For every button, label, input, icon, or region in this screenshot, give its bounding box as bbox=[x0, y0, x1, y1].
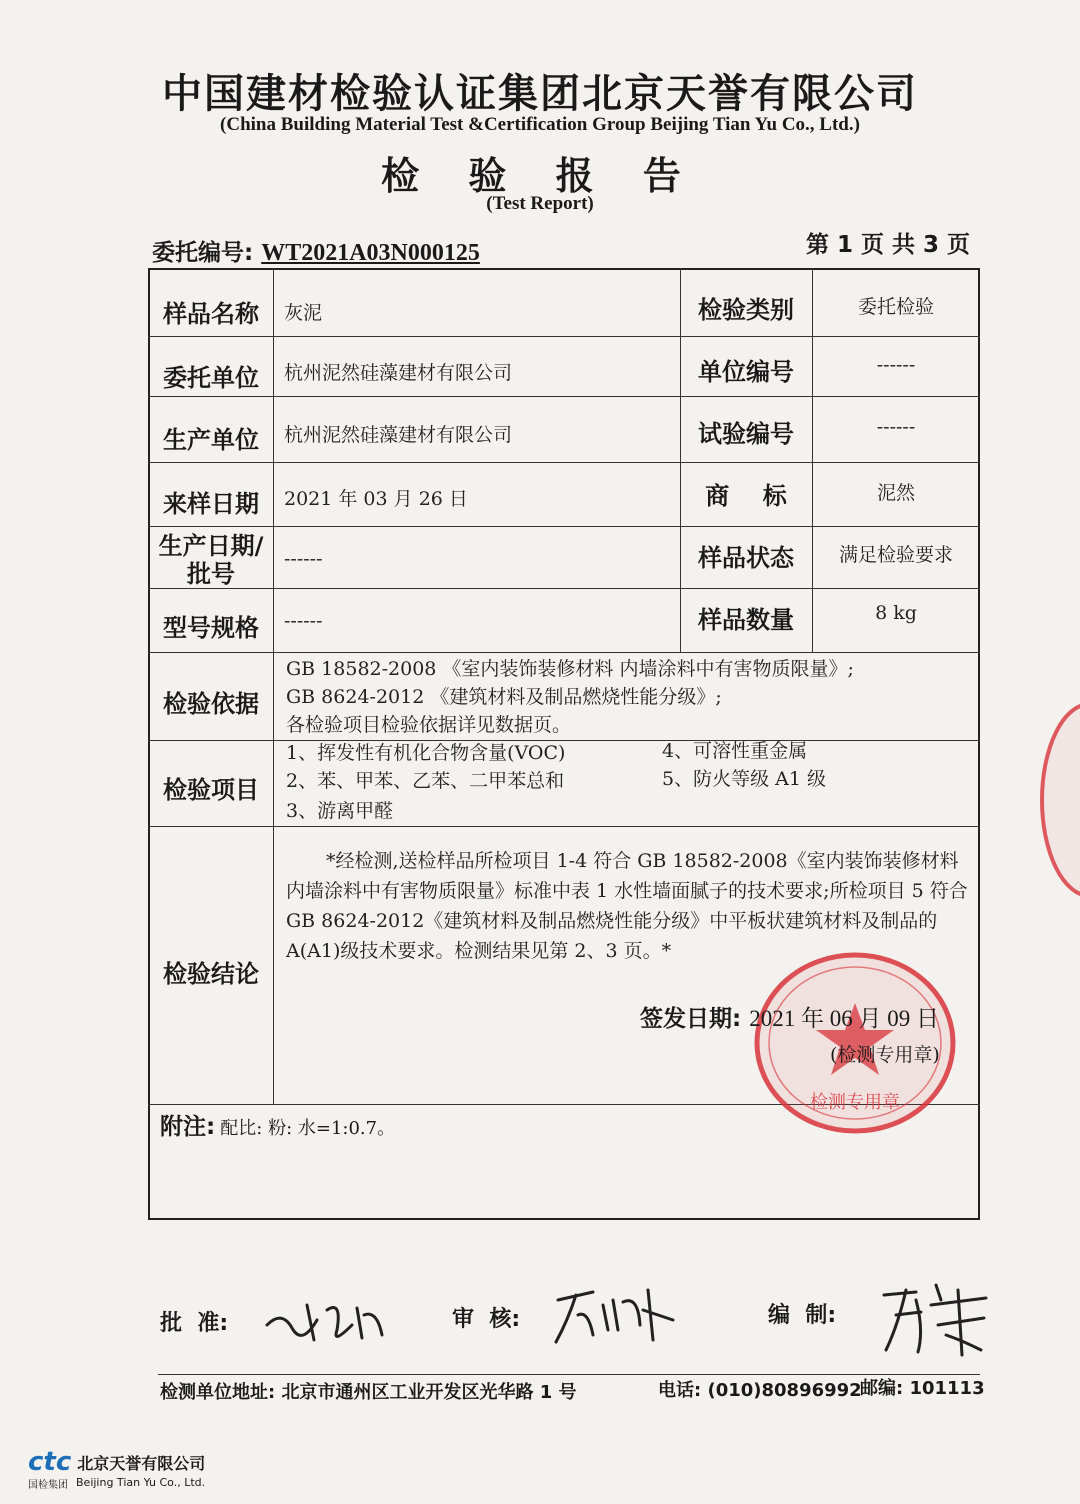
company-name-cn: 中国建材检验认证集团北京天誉有限公司 bbox=[162, 71, 918, 117]
model-value: ------ bbox=[284, 610, 323, 632]
side-stamp-icon bbox=[1030, 700, 1080, 900]
prod-date-label-line1: 生产日期/ bbox=[158, 532, 264, 560]
prod-date-label bbox=[150, 532, 272, 588]
item-entry: 4、可溶性重金属 bbox=[662, 740, 808, 762]
remark-label: 附注: bbox=[160, 1114, 216, 1140]
entrust-label: 委托编号: bbox=[152, 240, 254, 266]
conclusion-text: *经检测,送检样品所检项目 1-4 符合 GB 18582-2008《室内装饰装修材料 内墙涂料中有害物质限量》标准中表 1 水性墙面腻子的技术要求;所检项目 5 符合 GB 8624-2012《建筑材料及制品燃烧性能分级》中平板状建筑材料及制品的 A(A1)级技术要求。检测结果见第 2、3 页。* bbox=[286, 850, 968, 962]
entrust-number-row bbox=[152, 234, 480, 267]
logo-company-en: Beijing Tian Yu Co., Ltd. bbox=[76, 1476, 206, 1489]
client-label: 委托单位 bbox=[163, 364, 259, 392]
remark-row bbox=[160, 1108, 395, 1141]
compile-signature-icon bbox=[876, 1270, 996, 1360]
producer-value: 杭州泥然硅藻建材有限公司 bbox=[284, 424, 513, 446]
sample-state-value: 满足检验要求 bbox=[838, 544, 953, 566]
basis-line: 各检验项目检验依据详见数据页。 bbox=[286, 714, 572, 736]
footer-divider bbox=[158, 1374, 980, 1375]
arrival-date-value: 2021 年 03 月 26 日 bbox=[284, 488, 468, 510]
remark-value: 配比: 粉: 水=1:0.7。 bbox=[220, 1118, 396, 1139]
conclusion-label: 检验结论 bbox=[163, 960, 259, 988]
issue-date-value: 2021 年 06 月 09 日 bbox=[749, 1006, 939, 1031]
approve-label: 批 准: bbox=[160, 1311, 229, 1336]
basis-label: 检验依据 bbox=[163, 690, 259, 718]
review-signature-icon bbox=[548, 1280, 688, 1350]
test-type-value: 委托检验 bbox=[857, 296, 934, 318]
quantity-value: 8 kg bbox=[875, 602, 917, 624]
item-entry: 3、游离甲醛 bbox=[286, 800, 394, 822]
lab-phone: 电话: (010)80896992 bbox=[658, 1380, 862, 1401]
col-divider bbox=[680, 268, 681, 652]
test-type-label: 检验类别 bbox=[698, 296, 794, 324]
issue-date-row bbox=[640, 1000, 939, 1033]
compile-label: 编 制: bbox=[768, 1303, 837, 1328]
test-no-value: ------ bbox=[876, 416, 916, 438]
col-divider bbox=[273, 268, 274, 1104]
item-entry: 5、防火等级 A1 级 bbox=[662, 768, 826, 790]
report-title-en: (Test Report) bbox=[486, 193, 594, 214]
sample-state-label: 样品状态 bbox=[698, 544, 794, 572]
page-info: 第 1 页 共 3 页 bbox=[806, 232, 971, 258]
brand-value: 泥然 bbox=[876, 482, 915, 504]
logo-company-cn: 北京天誉有限公司 bbox=[77, 1454, 206, 1473]
stamp-note: (检测专用章) bbox=[830, 1044, 940, 1066]
unit-no-label: 单位编号 bbox=[698, 358, 794, 386]
brand-label: 商 标 bbox=[705, 482, 787, 510]
logo-group: 国检集团 bbox=[28, 1480, 68, 1491]
issue-date-label: 签发日期: bbox=[640, 1006, 742, 1032]
lab-postcode: 邮编: 101113 bbox=[860, 1378, 985, 1399]
approve-signature-icon bbox=[262, 1290, 392, 1350]
entrust-number: WT2021A03N000125 bbox=[261, 240, 480, 266]
client-value: 杭州泥然硅藻建材有限公司 bbox=[284, 362, 513, 384]
company-logo bbox=[28, 1447, 206, 1491]
svg-text:检测专用章: 检测专用章 bbox=[810, 1092, 900, 1113]
col-divider bbox=[812, 268, 813, 652]
lab-address: 检测单位地址: 北京市通州区工业开发区光华路 1 号 bbox=[160, 1382, 577, 1403]
prod-date-label-line2: 批号 bbox=[187, 560, 235, 588]
basis-line: GB 18582-2008 《室内装饰装修材料 内墙涂料中有害物质限量》; bbox=[286, 658, 854, 680]
quantity-label: 样品数量 bbox=[698, 606, 794, 634]
item-entry: 2、苯、甲苯、乙苯、二甲苯总和 bbox=[286, 770, 565, 792]
company-name-en: (China Building Material Test &Certification Group Beijing Tian Yu Co., Ltd.) bbox=[220, 114, 860, 135]
basis-line: GB 8624-2012 《建筑材料及制品燃烧性能分级》; bbox=[286, 686, 722, 708]
item-entry: 1、挥发性有机化合物含量(VOC) bbox=[286, 742, 566, 764]
review-label: 审 核: bbox=[452, 1307, 521, 1332]
items-label: 检验项目 bbox=[163, 776, 259, 804]
producer-label: 生产单位 bbox=[163, 426, 259, 454]
sample-name-label: 样品名称 bbox=[163, 300, 259, 328]
arrival-date-label: 来样日期 bbox=[163, 490, 259, 518]
prod-date-value: ------ bbox=[284, 548, 323, 570]
report-title: 检 验 报 告 bbox=[381, 154, 699, 198]
sample-name-value: 灰泥 bbox=[284, 302, 323, 324]
unit-no-value: ------ bbox=[876, 354, 916, 376]
ctc-logo-text: ctc bbox=[28, 1447, 72, 1477]
test-no-label: 试验编号 bbox=[698, 420, 794, 448]
model-label: 型号规格 bbox=[163, 614, 259, 642]
